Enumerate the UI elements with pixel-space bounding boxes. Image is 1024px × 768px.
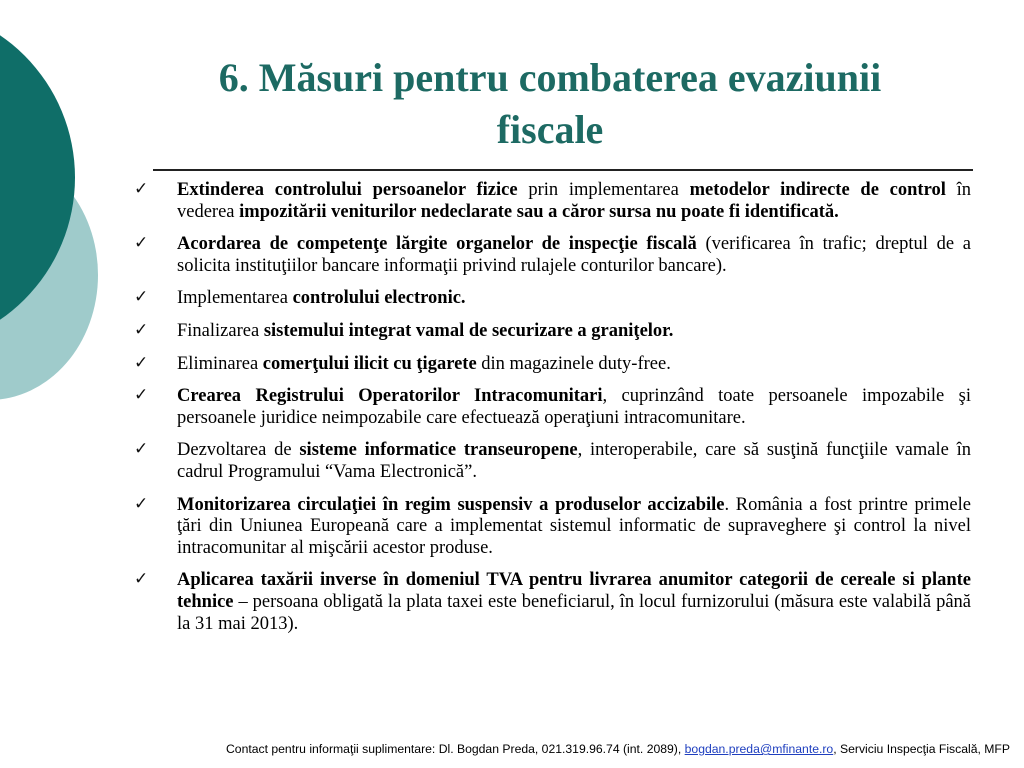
footer-email-link[interactable]: bogdan.preda@mfinante.ro bbox=[684, 742, 834, 756]
list-item bbox=[133, 570, 971, 635]
checkmark-icon: ✓ bbox=[134, 287, 149, 308]
bullet-text: . România a fost printre primele ţări din Uniunea Europeană care a implementat sistemul informatic de supraveghere şi control la nivel intracomunitar al mişcării acestor produse. bbox=[177, 494, 971, 558]
title-divider bbox=[153, 169, 973, 171]
checkmark-icon: ✓ bbox=[134, 493, 149, 514]
bullet-bold-text: Aplicarea taxării inverse în domeniul TVA pentru livrarea anumitor categorii de cereale si plante tehnice bbox=[177, 570, 971, 612]
checkmark-icon: ✓ bbox=[134, 439, 149, 460]
footer-contact-text: Contact pentru informaţii suplimentare: Dl. Bogdan Preda, 021.319.96.74 (int. 2089), bbox=[225, 742, 685, 756]
slide-title bbox=[125, 52, 975, 156]
bullet-bold-text: metodelor indirecte de control bbox=[689, 180, 946, 200]
slide-title-line-1: 6. Măsuri pentru combaterea evaziunii bbox=[218, 55, 882, 100]
bullet-bold-text: comerţului ilicit cu ţigarete bbox=[262, 353, 477, 374]
checkmark-icon: ✓ bbox=[134, 385, 149, 406]
bullet-bold-text: sisteme informatice transeuropene bbox=[299, 440, 578, 461]
bullet-bold-text: Monitorizarea circulaţiei în regim suspensiv a produselor accizabile bbox=[177, 494, 725, 515]
bullet-bold-text: Crearea Registrului Operatorilor Intracomunitari bbox=[177, 386, 603, 407]
contact-footer bbox=[0, 742, 1010, 756]
list-item bbox=[133, 440, 971, 483]
list-item bbox=[133, 386, 971, 429]
bullet-text: prin implementarea bbox=[517, 180, 690, 200]
bullet-text: în vederea bbox=[177, 180, 972, 222]
checkmark-icon: ✓ bbox=[134, 233, 149, 254]
bullet-text: din magazinele duty-free. bbox=[476, 353, 671, 374]
footer-department-text: , Serviciu Inspecţia Fiscală, MFP bbox=[833, 742, 1010, 756]
measures-list bbox=[133, 180, 971, 646]
bullet-text: , interoperabile, care să susţină funcţiile vamale în cadrul Programului “Vama Electronică”. bbox=[177, 440, 971, 482]
checkmark-icon: ✓ bbox=[134, 352, 149, 373]
bullet-bold-text: controlului electronic. bbox=[292, 288, 466, 309]
bullet-text: , cuprinzând toate persoanele impozabile şi persoanele juridice neimpozabile care efectuează operaţiuni intracomunitare. bbox=[177, 386, 971, 428]
bullet-text: Dezvoltarea de bbox=[177, 440, 300, 461]
bullet-bold-text: impozitării veniturilor nedeclarate sau a căror sursa nu poate fi identificată. bbox=[239, 201, 839, 222]
bullet-text: Implementarea bbox=[177, 288, 293, 309]
slide-title-line-2: fiscale bbox=[496, 107, 604, 152]
checkmark-icon: ✓ bbox=[134, 179, 149, 199]
list-item bbox=[133, 288, 971, 310]
bullet-text: Eliminarea bbox=[177, 353, 263, 374]
bullet-bold-text: Acordarea de competenţe lărgite organelor de inspecţie fiscală bbox=[177, 234, 697, 255]
bullet-text: Finalizarea bbox=[177, 320, 264, 341]
bullet-text: – persoana obligată la plata taxei este beneficiarul, în locul furnizorului (măsura este valabilă până la 31 mai 2013). bbox=[177, 591, 971, 634]
bullet-bold-text: sistemului integrat vamal de securizare a graniţelor. bbox=[263, 320, 674, 341]
bullet-text: (verificarea în trafic; dreptul de a solicita instituţiilor bancare informaţii privind rulajele conturilor bancare). bbox=[177, 234, 972, 276]
list-item bbox=[133, 321, 971, 343]
bullet-bold-text: Extinderea controlului persoanelor fizice bbox=[177, 180, 518, 200]
list-item bbox=[133, 180, 971, 223]
list-item bbox=[133, 234, 971, 277]
list-item bbox=[133, 495, 971, 560]
list-item bbox=[133, 354, 971, 376]
checkmark-icon: ✓ bbox=[134, 569, 149, 590]
checkmark-icon: ✓ bbox=[134, 319, 149, 340]
